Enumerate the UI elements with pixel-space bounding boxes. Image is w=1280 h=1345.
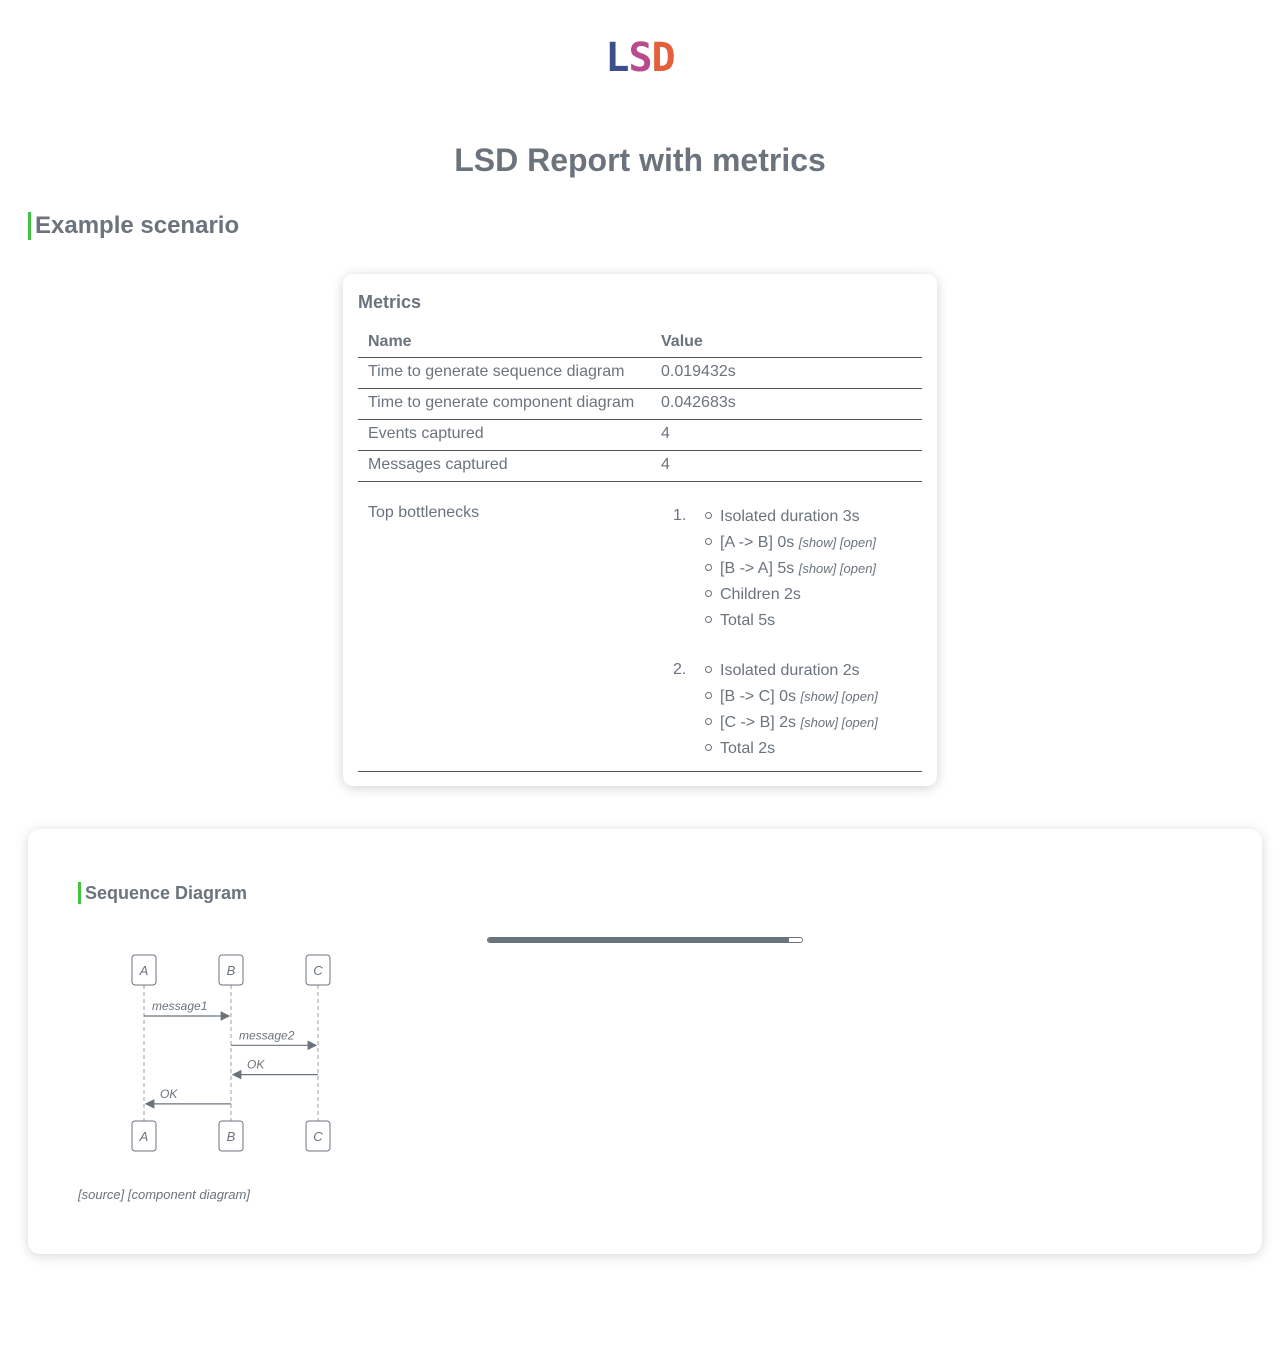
- message-label: OK: [247, 1057, 265, 1072]
- participant-label: B: [226, 963, 236, 978]
- bottleneck-item: [661, 658, 912, 762]
- metric-name: Time to generate sequence diagram: [358, 357, 651, 388]
- header-name: Name: [358, 328, 651, 357]
- page-title: LSD Report with metrics: [454, 142, 826, 178]
- message-label: message1: [152, 999, 208, 1013]
- sequence-diagram: [118, 949, 378, 1159]
- bottleneck-number: 1.: [673, 506, 687, 524]
- table-row: [358, 357, 922, 388]
- table-row: [358, 388, 922, 419]
- circle-bullet-icon: [705, 512, 712, 519]
- bottleneck-number: 2.: [673, 660, 687, 678]
- list-item: [705, 530, 876, 556]
- circle-bullet-icon: [705, 692, 712, 699]
- bottleneck-details: [705, 658, 878, 762]
- bottleneck-details: [705, 504, 876, 634]
- message-label: OK: [160, 1086, 178, 1101]
- circle-bullet-icon: [705, 666, 712, 673]
- bottlenecks-list: [661, 504, 912, 762]
- list-item: [705, 736, 878, 762]
- bottlenecks-label: Top bottlenecks: [358, 481, 651, 771]
- message-duration: [C -> B] 2s: [720, 713, 797, 731]
- list-item: [705, 582, 876, 608]
- logo-letter-s: S: [628, 35, 652, 81]
- lsd-logo: [0, 36, 1280, 80]
- list-item: [705, 658, 878, 684]
- metrics-card: [343, 274, 937, 786]
- bottlenecks-list-cell: [651, 481, 922, 771]
- metrics-header-row: [358, 328, 922, 357]
- message-duration: [A -> B] 0s: [720, 533, 795, 551]
- show-open-links[interactable]: [show] [open]: [800, 714, 878, 730]
- total-duration: Total 2s: [720, 739, 776, 757]
- metrics-title: Metrics: [358, 292, 422, 312]
- sequence-diagram-card: [28, 829, 1262, 1254]
- circle-bullet-icon: [705, 744, 712, 751]
- circle-bullet-icon: [705, 616, 712, 623]
- message-label: message2: [239, 1028, 295, 1043]
- zoom-slider-fill: [488, 938, 789, 942]
- isolated-duration: Isolated duration 3s: [720, 507, 860, 525]
- logo-letter-d: D: [651, 35, 675, 81]
- sequence-diagram-title: Sequence Diagram: [78, 882, 247, 904]
- logo-letter-l: L: [605, 35, 629, 81]
- metric-value: 0.042683s: [651, 388, 922, 419]
- show-open-links[interactable]: [show] [open]: [798, 534, 877, 550]
- participant-label: C: [313, 1129, 323, 1144]
- metric-name: Messages captured: [358, 450, 651, 481]
- circle-bullet-icon: [705, 718, 712, 725]
- metric-name: Events captured: [358, 419, 651, 450]
- list-item: [705, 710, 878, 736]
- list-item: [705, 556, 876, 582]
- bottlenecks-row: [358, 481, 922, 771]
- circle-bullet-icon: [705, 538, 712, 545]
- show-open-links[interactable]: [show] [open]: [798, 560, 877, 576]
- participant-label: A: [139, 963, 149, 978]
- total-duration: Total 5s: [720, 611, 776, 629]
- zoom-slider[interactable]: [487, 937, 803, 943]
- list-item: [705, 504, 876, 530]
- isolated-duration: Isolated duration 2s: [720, 661, 860, 679]
- metric-value: 4: [651, 450, 922, 481]
- children-duration: Children 2s: [720, 585, 801, 603]
- message-duration: [B -> A] 5s: [720, 559, 795, 577]
- message-duration: [B -> C] 0s: [720, 687, 797, 705]
- participant-label: C: [313, 963, 323, 978]
- table-row: [358, 419, 922, 450]
- bottleneck-item: [661, 504, 912, 634]
- show-open-links[interactable]: [show] [open]: [800, 688, 878, 704]
- participant-label: A: [139, 1129, 149, 1144]
- circle-bullet-icon: [705, 590, 712, 597]
- table-row: [358, 450, 922, 481]
- circle-bullet-icon: [705, 564, 712, 571]
- header-value: Value: [651, 328, 922, 357]
- metric-value: 4: [651, 419, 922, 450]
- metric-value: 0.019432s: [651, 357, 922, 388]
- list-item: [705, 684, 878, 710]
- participant-label: B: [226, 1129, 236, 1144]
- list-item: [705, 608, 876, 634]
- metric-name: Time to generate component diagram: [358, 388, 651, 419]
- diagram-links[interactable]: [source] [component diagram]: [78, 1187, 250, 1202]
- metrics-table: [358, 328, 922, 772]
- scenario-title: Example scenario: [28, 212, 239, 240]
